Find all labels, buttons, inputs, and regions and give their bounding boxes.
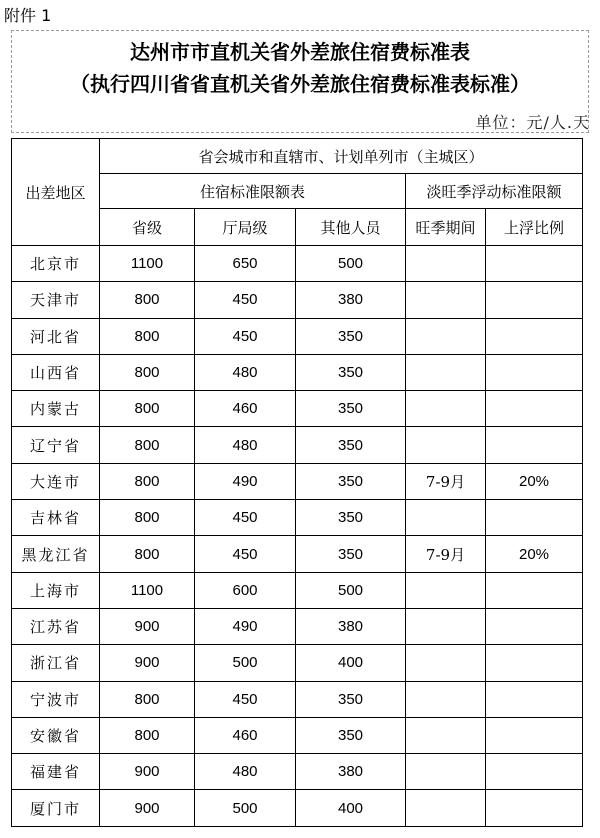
cell-others: 350 <box>296 391 406 427</box>
cell-peak-period <box>406 282 486 318</box>
document-title: 达州市市直机关省外差旅住宿费标准表 <box>130 40 470 64</box>
cell-peak-period <box>406 681 486 717</box>
table-row <box>12 282 583 318</box>
cell-others: 350 <box>296 717 406 753</box>
cell-float-ratio <box>486 645 583 681</box>
cell-bureau: 460 <box>195 391 296 427</box>
cell-region: 宁波市 <box>12 681 100 717</box>
cell-region: 浙江省 <box>12 645 100 681</box>
unit-label: 单位：元/人.天 <box>475 113 590 132</box>
header-top: 省会城市和直辖市、计划单列市（主城区） <box>100 139 583 174</box>
table-row <box>12 717 583 753</box>
cell-region: 江苏省 <box>12 608 100 644</box>
cell-provincial: 800 <box>100 318 195 354</box>
cell-provincial: 800 <box>100 427 195 463</box>
table-row <box>12 246 583 282</box>
table-row <box>12 463 583 499</box>
cell-bureau: 480 <box>195 754 296 790</box>
table-row <box>12 572 583 608</box>
cell-provincial: 800 <box>100 536 195 572</box>
header-peak-period: 旺季期间 <box>406 209 486 246</box>
cell-region: 吉林省 <box>12 500 100 536</box>
cell-others: 400 <box>296 790 406 826</box>
table-row <box>12 391 583 427</box>
cell-region: 厦门市 <box>12 790 100 826</box>
cell-float-ratio <box>486 318 583 354</box>
cell-provincial: 800 <box>100 681 195 717</box>
table-row <box>12 754 583 790</box>
cell-bureau: 480 <box>195 427 296 463</box>
cell-bureau: 450 <box>195 536 296 572</box>
cell-float-ratio <box>486 754 583 790</box>
cell-bureau: 450 <box>195 318 296 354</box>
cell-bureau: 450 <box>195 681 296 717</box>
cell-peak-period: 7-9月 <box>406 536 486 572</box>
cell-others: 350 <box>296 318 406 354</box>
cell-float-ratio: 20% <box>486 463 583 499</box>
lodging-rate-table <box>11 138 583 827</box>
cell-others: 350 <box>296 427 406 463</box>
cell-region: 内蒙古 <box>12 391 100 427</box>
cell-float-ratio: 20% <box>486 536 583 572</box>
cell-others: 350 <box>296 463 406 499</box>
cell-bureau: 450 <box>195 500 296 536</box>
cell-region: 辽宁省 <box>12 427 100 463</box>
table-row <box>12 318 583 354</box>
cell-provincial: 800 <box>100 282 195 318</box>
table-row <box>12 354 583 390</box>
cell-region: 河北省 <box>12 318 100 354</box>
header-seasonal: 淡旺季浮动标准限额 <box>406 174 583 209</box>
header-row-1 <box>12 139 583 174</box>
table-row <box>12 645 583 681</box>
cell-float-ratio <box>486 354 583 390</box>
attachment-label: 附件 1 <box>4 6 52 25</box>
cell-others: 380 <box>296 754 406 790</box>
cell-provincial: 900 <box>100 790 195 826</box>
cell-peak-period <box>406 500 486 536</box>
cell-region: 大连市 <box>12 463 100 499</box>
cell-provincial: 800 <box>100 717 195 753</box>
cell-peak-period <box>406 391 486 427</box>
cell-bureau: 500 <box>195 790 296 826</box>
cell-provincial: 800 <box>100 500 195 536</box>
cell-provincial: 900 <box>100 608 195 644</box>
cell-others: 500 <box>296 572 406 608</box>
document-subtitle: （执行四川省省直机关省外差旅住宿费标准表标准） <box>70 72 530 96</box>
cell-peak-period <box>406 645 486 681</box>
cell-bureau: 460 <box>195 717 296 753</box>
cell-provincial: 900 <box>100 645 195 681</box>
cell-others: 350 <box>296 500 406 536</box>
cell-float-ratio <box>486 427 583 463</box>
cell-provincial: 900 <box>100 754 195 790</box>
cell-region: 山西省 <box>12 354 100 390</box>
cell-provincial: 800 <box>100 354 195 390</box>
table-row <box>12 500 583 536</box>
cell-float-ratio <box>486 572 583 608</box>
cell-bureau: 480 <box>195 354 296 390</box>
header-bureau: 厅局级 <box>195 209 296 246</box>
cell-peak-period <box>406 427 486 463</box>
table-row <box>12 427 583 463</box>
cell-region: 安徽省 <box>12 717 100 753</box>
cell-others: 350 <box>296 536 406 572</box>
cell-float-ratio <box>486 391 583 427</box>
cell-bureau: 450 <box>195 282 296 318</box>
cell-float-ratio <box>486 246 583 282</box>
cell-others: 380 <box>296 608 406 644</box>
cell-float-ratio <box>486 790 583 826</box>
cell-float-ratio <box>486 717 583 753</box>
cell-others: 500 <box>296 246 406 282</box>
cell-bureau: 490 <box>195 608 296 644</box>
cell-bureau: 650 <box>195 246 296 282</box>
cell-others: 400 <box>296 645 406 681</box>
cell-peak-period <box>406 572 486 608</box>
cell-peak-period <box>406 608 486 644</box>
cell-peak-period <box>406 318 486 354</box>
cell-float-ratio <box>486 500 583 536</box>
cell-bureau: 500 <box>195 645 296 681</box>
cell-float-ratio <box>486 608 583 644</box>
table-row <box>12 536 583 572</box>
cell-region: 天津市 <box>12 282 100 318</box>
cell-provincial: 800 <box>100 463 195 499</box>
header-provincial: 省级 <box>100 209 195 246</box>
cell-region: 北京市 <box>12 246 100 282</box>
cell-others: 380 <box>296 282 406 318</box>
header-lodging: 住宿标准限额表 <box>100 174 406 209</box>
cell-peak-period: 7-9月 <box>406 463 486 499</box>
table-row <box>12 608 583 644</box>
cell-float-ratio <box>486 681 583 717</box>
cell-peak-period <box>406 354 486 390</box>
cell-region: 福建省 <box>12 754 100 790</box>
cell-provincial: 1100 <box>100 246 195 282</box>
header-float-ratio: 上浮比例 <box>486 209 583 246</box>
table-row <box>12 681 583 717</box>
cell-peak-period <box>406 246 486 282</box>
cell-region: 上海市 <box>12 572 100 608</box>
cell-provincial: 1100 <box>100 572 195 608</box>
cell-float-ratio <box>486 282 583 318</box>
header-others: 其他人员 <box>296 209 406 246</box>
cell-peak-period <box>406 754 486 790</box>
cell-others: 350 <box>296 681 406 717</box>
cell-others: 350 <box>296 354 406 390</box>
cell-region: 黑龙江省 <box>12 536 100 572</box>
cell-bureau: 600 <box>195 572 296 608</box>
cell-bureau: 490 <box>195 463 296 499</box>
cell-peak-period <box>406 717 486 753</box>
cell-provincial: 800 <box>100 391 195 427</box>
header-region: 出差地区 <box>12 139 100 246</box>
table-row <box>12 790 583 826</box>
cell-peak-period <box>406 790 486 826</box>
